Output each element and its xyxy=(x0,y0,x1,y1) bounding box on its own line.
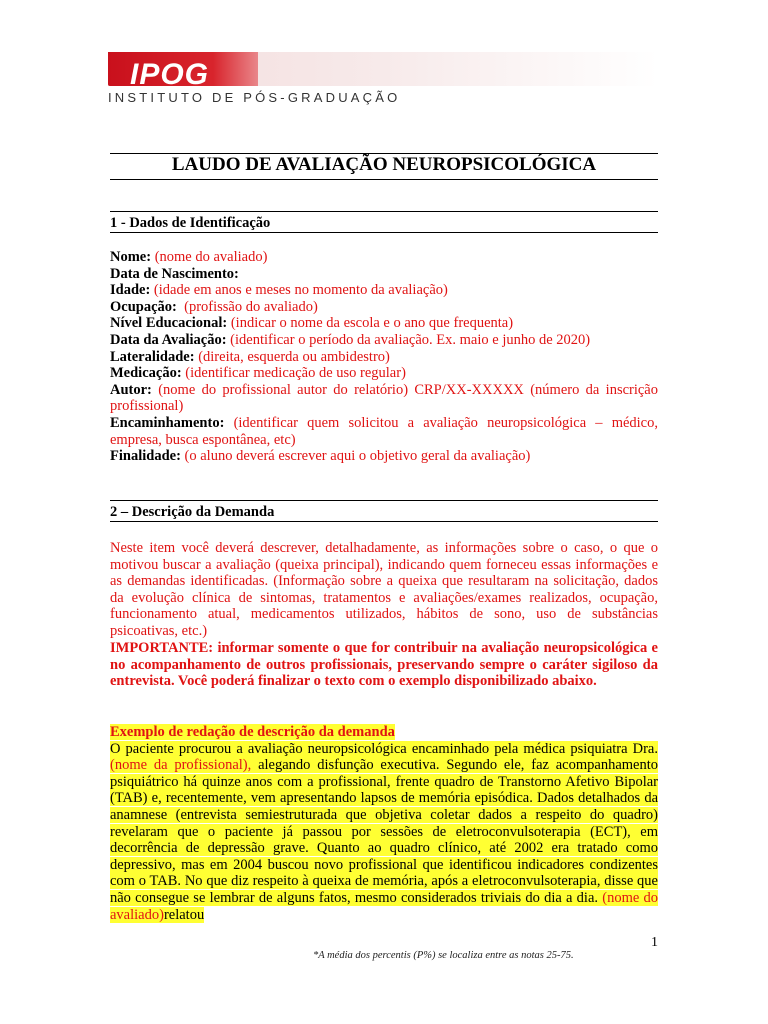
page-number: 1 xyxy=(651,935,658,950)
footnote: *A média dos percentis (P%) se localiza entre as notas 25-75. xyxy=(313,950,574,961)
logo-subtitle: INSTITUTO DE PÓS-GRADUAÇÃO xyxy=(108,90,401,105)
logo-red-block xyxy=(108,52,258,91)
section2-rule-bottom xyxy=(110,521,658,522)
section2-important-note: IMPORTANTE: informar somente o que for contribuir na avaliação neuropsicológica e no acompanhamento de outros profissionais, preservando sempre o caráter sigiloso da entrevista. Você poderá finalizar o texto com o exemplo disponibilizado abaixo. xyxy=(110,640,658,690)
ipog-logo xyxy=(108,44,658,106)
field-ocupacao: Ocupação: (profissão do avaliado) xyxy=(110,298,318,315)
section2-rule-top xyxy=(110,500,658,501)
field-finalidade: Finalidade: (o aluno deverá escrever aqui o objetivo geral da avaliação) xyxy=(110,448,531,465)
section1-rule-bottom xyxy=(110,232,658,233)
field-medicacao: Medicação: (identificar medicação de uso regular) xyxy=(110,365,406,382)
field-encaminhamento: Encaminhamento: (identificar quem solicitou a avaliação neuropsicológica – médico, empresa, busca espontânea, etc) xyxy=(110,414,658,448)
field-data-nascimento: Data de Nascimento: xyxy=(110,265,239,282)
field-nivel-educacional: Nível Educacional: (indicar o nome da escola e o ano que frequenta) xyxy=(110,315,514,332)
section1-rule-top xyxy=(110,211,658,212)
field-nome: Nome: (nome do avaliado) xyxy=(110,249,268,265)
example-heading: Exemplo de redação de descrição da demanda xyxy=(110,724,395,740)
section1-heading: 1 - Dados de Identificação xyxy=(110,215,271,231)
section2-heading: 2 – Descrição da Demanda xyxy=(110,504,275,520)
identification-fields xyxy=(110,249,658,465)
section2-instructions: Neste item você deverá descrever, detalhadamente, as informações sobre o caso, o que o motivou buscar a avaliação (queixa principal), indicando quem forneceu essas informações e as demandas identificadas. (Informação sobre a queixa que resultaram na solicitação, dados da evolução clínica de sintomas, tratamentos e avaliações/exames realizados, ocupação, funcionamento atual, medicamentos utilizados, hábitos de sono, uso de substâncias psicoativas, etc.) xyxy=(110,540,658,639)
field-data-avaliacao: Data da Avaliação: (identificar o período da avaliação. Ex. maio e junho de 2020) xyxy=(110,331,591,348)
example-section xyxy=(110,724,658,923)
example-text: O paciente procurou a avaliação neuropsicológica encaminhado pela médica psiquiatra Dra. (nome da profissional), alegando disfunção executiva. Segundo ele, faz acompanhamento psiquiátrico há quinze anos com a profissional, frente quadro de Transtorno Afetivo Bipolar (TAB) e, recentemente, vem apresentando lapsos de memória episódica. Dados detalhados da anamnese (entrevista semiestruturada que objetiva coletar dados a respeito do quadro) revelaram que o paciente já passou por sessões de eletroconvulsoterapia (ECT), em decorrência de depressão grave. Quanto ao quadro clínico, até 2002 era tratado como depressivo, mas em 2004 buscou novo profissional que identificou indicadores condizentes com o TAB. No que diz respeito à queixa de memória, após a eletroconvulsoterapia, disse que não consegue se lembrar de alguns fatos, mesmo considerados triviais do dia a dia. (nome do avaliado)relatou xyxy=(110,740,659,923)
title-rule-bottom xyxy=(110,179,658,180)
logo-text: IPOG xyxy=(130,58,210,91)
field-autor: Autor: (nome do profissional autor do relatório) CRP/XX-XXXXX (número da inscrição profissional) xyxy=(110,381,658,415)
document-title: LAUDO DE AVALIAÇÃO NEUROPSICOLÓGICA xyxy=(171,154,597,175)
field-lateralidade: Lateralidade: (direita, esquerda ou ambidestro) xyxy=(110,348,390,365)
field-idade: Idade: (idade em anos e meses no momento da avaliação) xyxy=(110,282,448,299)
